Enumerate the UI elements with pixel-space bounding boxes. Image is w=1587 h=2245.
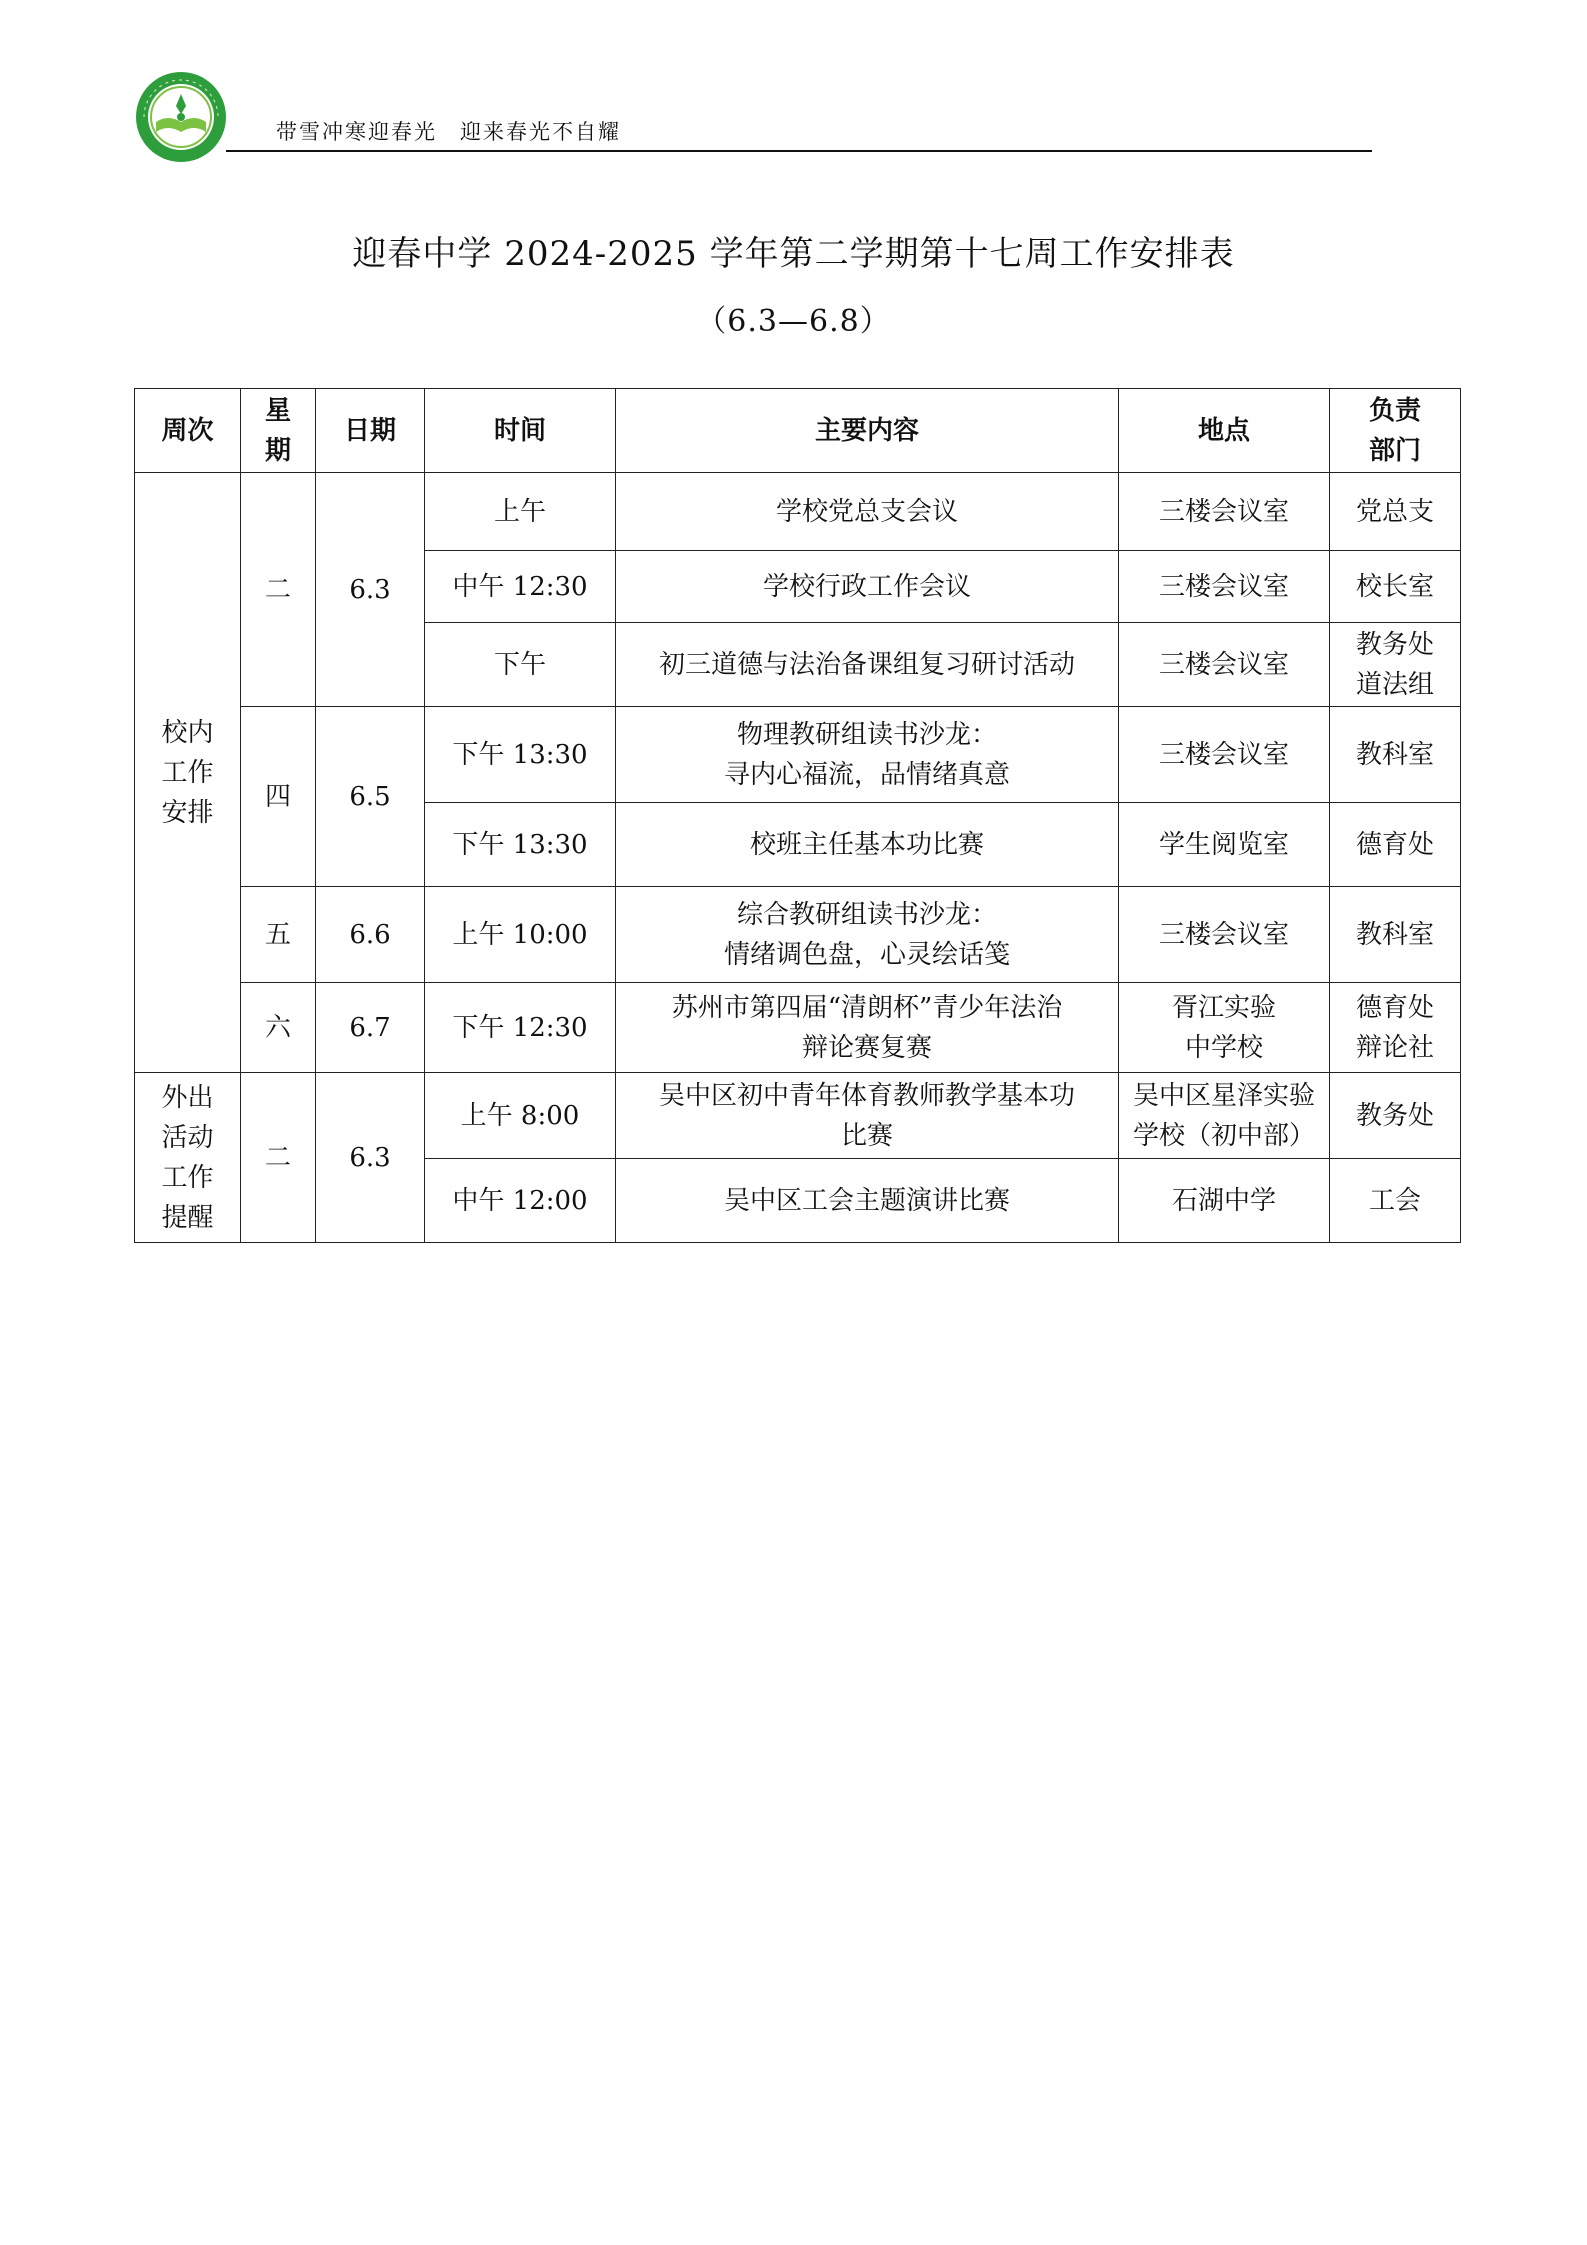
content-cell: 吴中区工会主题演讲比赛 bbox=[616, 1159, 1119, 1243]
col-header-date: 日期 bbox=[316, 389, 425, 473]
page-title: 迎春中学 2024-2025 学年第二学期第十七周工作安排表 bbox=[352, 234, 1235, 274]
content-cell: 吴中区初中青年体育教师教学基本功 比赛 bbox=[616, 1073, 1119, 1159]
time-cell: 上午 bbox=[425, 473, 616, 551]
content-cell: 学校行政工作会议 bbox=[616, 551, 1119, 623]
date-cell: 6.7 bbox=[316, 983, 425, 1073]
content-cell: 苏州市第四届“清朗杯”青少年法治 辩论赛复赛 bbox=[616, 983, 1119, 1073]
time-cell: 上午 10:00 bbox=[425, 887, 616, 983]
content-cell: 初三道德与法治备课组复习研讨活动 bbox=[616, 623, 1119, 707]
content-cell: 学校党总支会议 bbox=[616, 473, 1119, 551]
location-cell: 胥江实验 中学校 bbox=[1119, 983, 1330, 1073]
col-header-weekday: 星 期 bbox=[241, 389, 316, 473]
content-cell: 校班主任基本功比赛 bbox=[616, 803, 1119, 887]
dept-cell: 德育处 bbox=[1330, 803, 1461, 887]
table-row bbox=[135, 983, 1461, 1073]
weekday-cell: 六 bbox=[241, 983, 316, 1073]
col-header-location: 地点 bbox=[1119, 389, 1330, 473]
location-cell: 三楼会议室 bbox=[1119, 473, 1330, 551]
table-row bbox=[135, 473, 1461, 551]
time-cell: 上午 8:00 bbox=[425, 1073, 616, 1159]
weekday-cell: 四 bbox=[241, 707, 316, 887]
col-header-dept: 负责 部门 bbox=[1330, 389, 1461, 473]
table-header-row bbox=[135, 389, 1461, 473]
time-cell: 中午 12:30 bbox=[425, 551, 616, 623]
location-cell: 学生阅览室 bbox=[1119, 803, 1330, 887]
time-cell: 下午 13:30 bbox=[425, 707, 616, 803]
time-cell: 下午 13:30 bbox=[425, 803, 616, 887]
col-header-time: 时间 bbox=[425, 389, 616, 473]
dept-cell: 工会 bbox=[1330, 1159, 1461, 1243]
col-header-content: 主要内容 bbox=[616, 389, 1119, 473]
date-cell: 6.6 bbox=[316, 887, 425, 983]
date-cell: 6.3 bbox=[316, 473, 425, 707]
school-logo-icon bbox=[134, 70, 228, 164]
date-cell: 6.5 bbox=[316, 707, 425, 887]
content-cell: 物理教研组读书沙龙： 寻内心福流，品情绪真意 bbox=[616, 707, 1119, 803]
location-cell: 三楼会议室 bbox=[1119, 551, 1330, 623]
time-cell: 下午 bbox=[425, 623, 616, 707]
date-cell: 6.3 bbox=[316, 1073, 425, 1243]
col-header-week: 周次 bbox=[135, 389, 241, 473]
dept-cell: 教科室 bbox=[1330, 887, 1461, 983]
weekday-cell: 二 bbox=[241, 1073, 316, 1243]
dept-cell: 党总支 bbox=[1330, 473, 1461, 551]
location-cell: 吴中区星泽实验 学校（初中部） bbox=[1119, 1073, 1330, 1159]
dept-cell: 校长室 bbox=[1330, 551, 1461, 623]
page-subtitle: （6.3—6.8） bbox=[696, 304, 891, 339]
dept-cell: 教务处 道法组 bbox=[1330, 623, 1461, 707]
weekday-cell: 五 bbox=[241, 887, 316, 983]
table-row bbox=[135, 1073, 1461, 1159]
location-cell: 三楼会议室 bbox=[1119, 623, 1330, 707]
location-cell: 三楼会议室 bbox=[1119, 887, 1330, 983]
header-slogan: 带雪冲寒迎春光 迎来春光不自耀 bbox=[276, 120, 621, 144]
weekday-cell: 二 bbox=[241, 473, 316, 707]
time-cell: 中午 12:00 bbox=[425, 1159, 616, 1243]
section-label: 校内 工作 安排 bbox=[135, 473, 241, 1073]
page-header bbox=[134, 70, 1374, 154]
schedule-table bbox=[134, 388, 1461, 1243]
location-cell: 三楼会议室 bbox=[1119, 707, 1330, 803]
dept-cell: 教务处 bbox=[1330, 1073, 1461, 1159]
location-cell: 石湖中学 bbox=[1119, 1159, 1330, 1243]
dept-cell: 教科室 bbox=[1330, 707, 1461, 803]
time-cell: 下午 12:30 bbox=[425, 983, 616, 1073]
dept-cell: 德育处 辩论社 bbox=[1330, 983, 1461, 1073]
table-row bbox=[135, 707, 1461, 803]
table-row bbox=[135, 887, 1461, 983]
content-cell: 综合教研组读书沙龙： 情绪调色盘，心灵绘话笺 bbox=[616, 887, 1119, 983]
header-divider bbox=[226, 150, 1372, 152]
section-label: 外出 活动 工作 提醒 bbox=[135, 1073, 241, 1243]
